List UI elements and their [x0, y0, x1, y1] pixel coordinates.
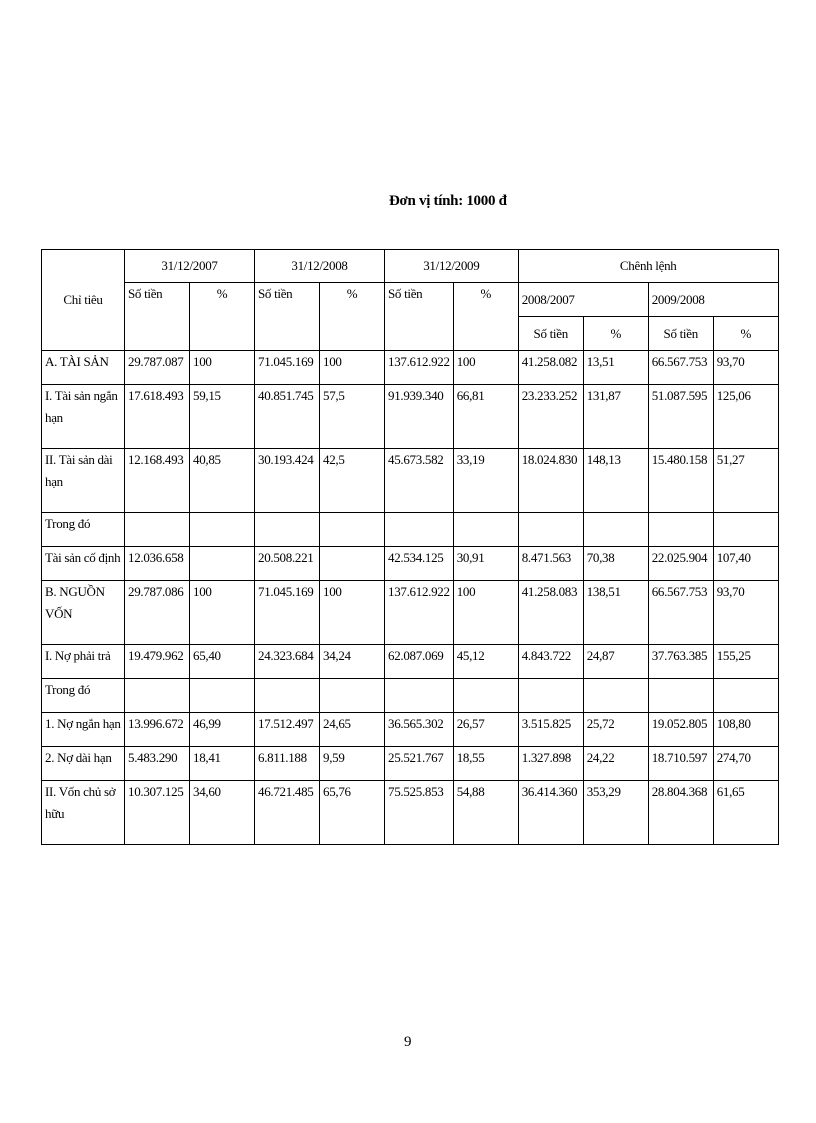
table-row — [42, 781, 779, 845]
table-cell: 37.763.385 — [648, 645, 713, 679]
table-cell — [518, 679, 583, 713]
table-cell: 148,13 — [583, 449, 648, 513]
table-cell: 62.087.069 — [385, 645, 454, 679]
table-cell: 20.508.221 — [255, 547, 320, 581]
table-cell: 13,51 — [583, 351, 648, 385]
table-cell: 40.851.745 — [255, 385, 320, 449]
header-percent: % — [713, 317, 778, 351]
table-cell — [648, 513, 713, 547]
table-cell: 24,22 — [583, 747, 648, 781]
table-cell: 100 — [190, 351, 255, 385]
table-cell: 12.036.658 — [125, 547, 190, 581]
table-cell: 10.307.125 — [125, 781, 190, 845]
table-cell: 29.787.087 — [125, 351, 190, 385]
header-percent: % — [583, 317, 648, 351]
table-cell — [518, 513, 583, 547]
table-cell: 61,65 — [713, 781, 778, 845]
table-cell — [583, 679, 648, 713]
table-row — [42, 645, 779, 679]
unit-label: Đơn vị tính: 1000 đ — [389, 193, 507, 209]
table-cell: 36.565.302 — [385, 713, 454, 747]
table-cell — [713, 513, 778, 547]
table-cell: 46,99 — [190, 713, 255, 747]
table-cell: 25.521.767 — [385, 747, 454, 781]
table-cell: 30.193.424 — [255, 449, 320, 513]
table-cell: 100 — [320, 581, 385, 645]
table-cell: 75.525.853 — [385, 781, 454, 845]
header-amount: Số tiền — [385, 283, 454, 351]
row-label: I. Tài sản ngắn hạn — [42, 385, 125, 449]
row-label: Trong đó — [42, 679, 125, 713]
table-cell: 100 — [453, 351, 518, 385]
table-cell — [320, 679, 385, 713]
table-cell: 29.787.086 — [125, 581, 190, 645]
header-year-2007: 31/12/2007 — [125, 250, 255, 283]
table-cell — [190, 513, 255, 547]
table-cell: 5.483.290 — [125, 747, 190, 781]
row-label: 1. Nợ ngắn hạn — [42, 713, 125, 747]
table-cell: 8.471.563 — [518, 547, 583, 581]
table-cell — [125, 513, 190, 547]
table-cell: 51.087.595 — [648, 385, 713, 449]
table-cell: 137.612.922 — [385, 351, 454, 385]
header-amount: Số tiền — [648, 317, 713, 351]
row-label: Tài sản cố định — [42, 547, 125, 581]
table-cell: 45.673.582 — [385, 449, 454, 513]
table-row — [42, 449, 779, 513]
table-cell: 66.567.753 — [648, 581, 713, 645]
table-cell: 46.721.485 — [255, 781, 320, 845]
table-cell: 155,25 — [713, 645, 778, 679]
table-cell: 71.045.169 — [255, 351, 320, 385]
table-cell: 28.804.368 — [648, 781, 713, 845]
table-cell: 54,88 — [453, 781, 518, 845]
table-cell — [713, 679, 778, 713]
table-cell: 70,38 — [583, 547, 648, 581]
table-cell: 19.052.805 — [648, 713, 713, 747]
header-year-2008: 31/12/2008 — [255, 250, 385, 283]
table-cell: 138,51 — [583, 581, 648, 645]
table-cell: 274,70 — [713, 747, 778, 781]
table-cell: 353,29 — [583, 781, 648, 845]
table-cell: 13.996.672 — [125, 713, 190, 747]
row-label: II. Tài sản dài hạn — [42, 449, 125, 513]
table-cell: 3.515.825 — [518, 713, 583, 747]
table-cell: 15.480.158 — [648, 449, 713, 513]
header-percent: % — [320, 283, 385, 351]
table-cell: 40,85 — [190, 449, 255, 513]
row-label: II. Vốn chủ sở hữu — [42, 781, 125, 845]
table-row — [42, 679, 779, 713]
table-cell: 34,24 — [320, 645, 385, 679]
table-cell: 65,76 — [320, 781, 385, 845]
table-cell: 24,87 — [583, 645, 648, 679]
table-cell: 108,80 — [713, 713, 778, 747]
header-amount: Số tiền — [255, 283, 320, 351]
table-cell — [453, 513, 518, 547]
table-cell: 23.233.252 — [518, 385, 583, 449]
table-row — [42, 385, 779, 449]
table-cell: 4.843.722 — [518, 645, 583, 679]
table-cell: 65,40 — [190, 645, 255, 679]
table-cell — [190, 679, 255, 713]
table-cell: 34,60 — [190, 781, 255, 845]
table-row — [42, 351, 779, 385]
table-cell: 19.479.962 — [125, 645, 190, 679]
balance-sheet-table — [41, 249, 779, 845]
table-cell: 22.025.904 — [648, 547, 713, 581]
header-period-2008-2007: 2008/2007 — [518, 283, 648, 317]
table-cell: 51,27 — [713, 449, 778, 513]
header-percent: % — [453, 283, 518, 351]
table-cell: 107,40 — [713, 547, 778, 581]
table-cell: 57,5 — [320, 385, 385, 449]
row-label: 2. Nợ dài hạn — [42, 747, 125, 781]
header-amount: Số tiền — [518, 317, 583, 351]
table-cell: 18.024.830 — [518, 449, 583, 513]
table-row — [42, 547, 779, 581]
table-cell: 41.258.083 — [518, 581, 583, 645]
table-cell — [385, 679, 454, 713]
header-year-2009: 31/12/2009 — [385, 250, 519, 283]
table-cell: 42,5 — [320, 449, 385, 513]
table-cell: 91.939.340 — [385, 385, 454, 449]
table-cell: 41.258.082 — [518, 351, 583, 385]
table-cell: 100 — [453, 581, 518, 645]
table-cell — [255, 679, 320, 713]
page-number: 9 — [404, 1034, 412, 1050]
table-cell: 24,65 — [320, 713, 385, 747]
table-row — [42, 513, 779, 547]
table-cell — [320, 513, 385, 547]
table-cell — [190, 547, 255, 581]
table-row — [42, 581, 779, 645]
table-cell: 100 — [320, 351, 385, 385]
row-label: I. Nợ phải trả — [42, 645, 125, 679]
table-cell: 18,55 — [453, 747, 518, 781]
table-cell: 93,70 — [713, 581, 778, 645]
table-cell: 26,57 — [453, 713, 518, 747]
table-cell — [385, 513, 454, 547]
table-cell: 12.168.493 — [125, 449, 190, 513]
table-row — [42, 713, 779, 747]
table-cell: 100 — [190, 581, 255, 645]
table-cell: 33,19 — [453, 449, 518, 513]
table-cell: 125,06 — [713, 385, 778, 449]
table-cell: 18.710.597 — [648, 747, 713, 781]
table-cell: 17.618.493 — [125, 385, 190, 449]
header-percent: % — [190, 283, 255, 351]
table-cell — [583, 513, 648, 547]
table-cell: 45,12 — [453, 645, 518, 679]
table-cell — [125, 679, 190, 713]
table-cell: 6.811.188 — [255, 747, 320, 781]
table-cell: 18,41 — [190, 747, 255, 781]
table-cell: 131,87 — [583, 385, 648, 449]
row-label: Trong đó — [42, 513, 125, 547]
table-cell — [320, 547, 385, 581]
table-cell — [255, 513, 320, 547]
table-cell: 24.323.684 — [255, 645, 320, 679]
table-cell: 1.327.898 — [518, 747, 583, 781]
table-cell: 30,91 — [453, 547, 518, 581]
header-amount: Số tiền — [125, 283, 190, 351]
table-cell: 42.534.125 — [385, 547, 454, 581]
table-cell: 9,59 — [320, 747, 385, 781]
table-row — [42, 747, 779, 781]
table-cell: 17.512.497 — [255, 713, 320, 747]
table-cell: 59,15 — [190, 385, 255, 449]
table-cell — [648, 679, 713, 713]
table-cell — [453, 679, 518, 713]
table-cell: 66.567.753 — [648, 351, 713, 385]
table-cell: 93,70 — [713, 351, 778, 385]
header-indicator: Chỉ tiêu — [42, 250, 125, 351]
table-cell: 137.612.922 — [385, 581, 454, 645]
row-label: A. TÀI SẢN — [42, 351, 125, 385]
table-cell: 36.414.360 — [518, 781, 583, 845]
table-cell: 71.045.169 — [255, 581, 320, 645]
row-label: B. NGUỒN VỐN — [42, 581, 125, 645]
table-cell: 66,81 — [453, 385, 518, 449]
header-difference: Chênh lệnh — [518, 250, 778, 283]
header-period-2009-2008: 2009/2008 — [648, 283, 778, 317]
table-cell: 25,72 — [583, 713, 648, 747]
